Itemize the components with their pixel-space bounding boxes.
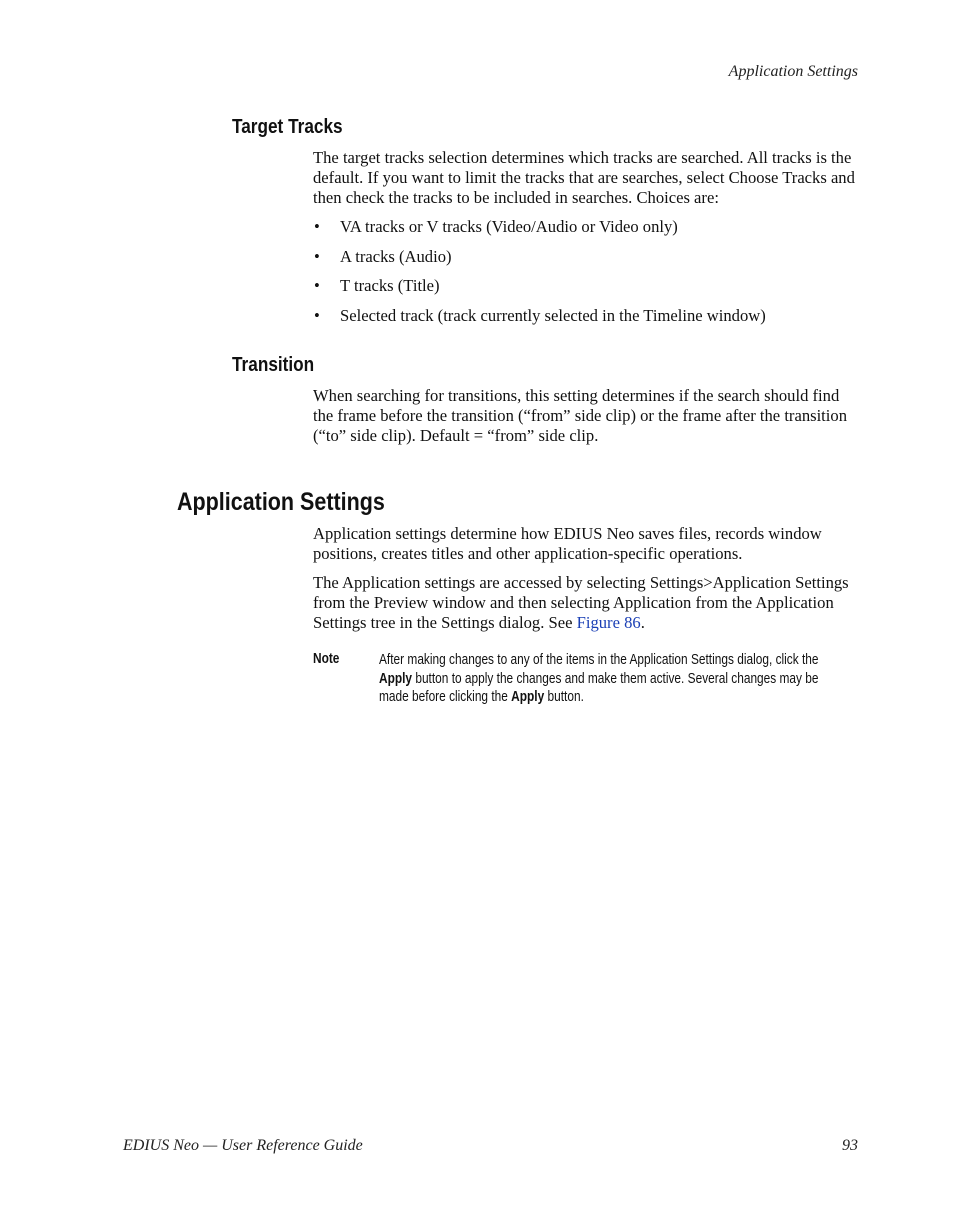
transition-body: When searching for transitions, this setting determines if the search should find the frame before the transition (“from” side clip) or the frame after the transition (“to” side clip). Default = “from” side clip. [313,386,847,445]
application-settings-para-1: Application settings determine how EDIUS Neo saves files, records window positions, creates titles and other application-specific operations. [313,524,822,563]
apply-keyword: Apply [379,670,413,687]
list-item-text: Selected track (track currently selected in the Timeline window) [340,305,766,325]
footer-guide-title: EDIUS Neo — User Reference Guide [123,1137,363,1154]
list-item-text: T tracks (Title) [340,276,440,295]
list-item [313,276,858,296]
note-text-1: After making changes to any of the items in the Application Settings dialog, click the [379,652,819,668]
note-body [379,651,838,707]
bullet-icon: • [314,305,320,325]
note-label: Note [313,651,340,667]
page-number: 93 [842,1137,858,1154]
running-header: Application Settings [728,63,858,80]
section-heading-transition: Transition [232,354,315,376]
list-item-text: VA tracks or V tracks (Video/Audio or Video only) [340,217,678,236]
section-heading-application-settings: Application Settings [177,488,385,516]
application-settings-para-2 [313,573,858,633]
para-2-period: . [640,613,645,632]
apply-keyword: Apply [511,689,545,705]
list-item [313,306,858,326]
list-item [313,217,858,237]
target-tracks-intro: The target tracks selection determines which tracks are searched. All tracks is the default. If you want to limit the tracks that are searches, select Choose Tracks and then check the tracks to be included in searches. Choices are: [313,148,855,207]
bullet-icon: • [314,217,320,236]
bullet-icon: • [314,246,320,266]
bullet-icon: • [314,276,320,295]
note-text-3: button. [544,689,584,705]
section-heading-target-tracks: Target Tracks [232,116,343,138]
list-item [313,247,858,267]
list-item-text: A tracks (Audio) [340,246,452,266]
note-text-2: button to apply the changes and make them active. Several changes may be made before clicking the [379,670,819,705]
para-2-text: The Application settings are accessed by selecting Settings>Application Settings from the Preview window and then selecting Application from the Application Settings tree in the Settings dialog. See [313,573,849,632]
target-tracks-choices-list [313,217,858,335]
figure-86-link[interactable]: Figure 86 [576,613,641,632]
